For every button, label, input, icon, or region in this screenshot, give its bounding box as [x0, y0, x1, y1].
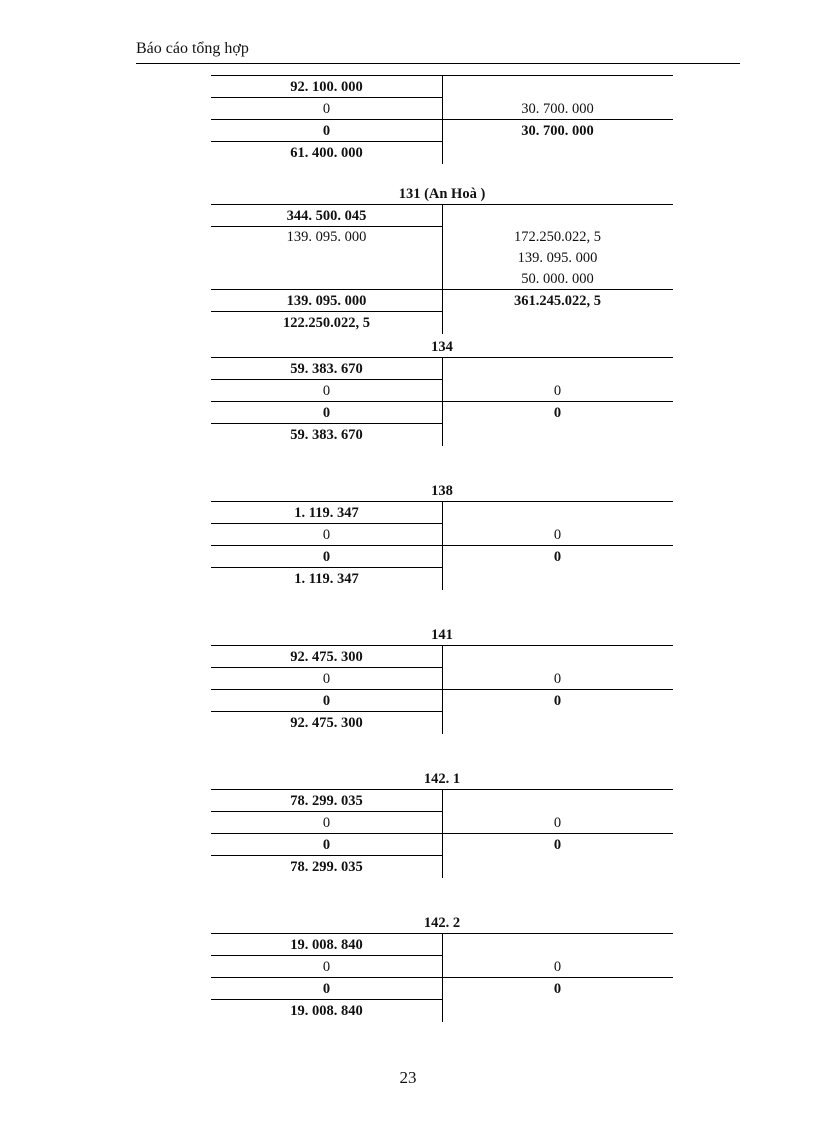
credit-entry: 0: [553, 527, 562, 543]
total-debit: 0: [322, 693, 331, 709]
closing-balance: 1. 119. 347: [294, 571, 359, 587]
credit-entry: 172.250.022, 5: [514, 229, 601, 245]
account-title: 142. 1: [211, 767, 673, 790]
t-account-142-1: [211, 767, 673, 878]
total-debit: 139. 095. 000: [286, 293, 367, 309]
total-debit: 0: [322, 549, 331, 565]
page-number: 23: [399, 1068, 417, 1087]
account-title: 138: [211, 479, 673, 502]
total-credit: 0: [553, 837, 562, 853]
opening-balance: 344. 500. 045: [286, 208, 367, 224]
closing-balance: 61. 400. 000: [290, 145, 363, 161]
opening-balance: 19. 008. 840: [290, 937, 363, 953]
credit-entry: 0: [553, 959, 562, 975]
debit-entry: 0: [322, 959, 331, 975]
total-debit: 0: [322, 123, 331, 139]
debit-entry: 0: [322, 671, 331, 687]
t-account-continued: [211, 75, 673, 164]
closing-balance: 122.250.022, 5: [283, 315, 370, 331]
account-title: 134: [211, 335, 673, 358]
account-title: 142. 2: [211, 911, 673, 934]
total-debit: 0: [322, 837, 331, 853]
credit-entry: 0: [553, 815, 562, 831]
opening-balance: 92. 100. 000: [290, 79, 363, 95]
t-account-142-2: [211, 911, 673, 1022]
account-title: 131 (An Hoà ): [211, 182, 673, 205]
credit-entry: 50. 000. 000: [521, 271, 594, 287]
t-account-131: [211, 182, 673, 334]
opening-balance: 78. 299. 035: [290, 793, 363, 809]
opening-balance: 59. 383. 670: [290, 361, 363, 377]
total-credit: 0: [553, 549, 562, 565]
opening-balance: 92. 475. 300: [290, 649, 363, 665]
total-credit: 361.245.022, 5: [514, 293, 601, 309]
total-debit: 0: [322, 981, 331, 997]
account-title: 141: [211, 623, 673, 646]
closing-balance: 92. 475. 300: [290, 715, 363, 731]
total-credit: 0: [553, 405, 562, 421]
credit-entry: 30. 700. 000: [521, 101, 594, 117]
total-debit: 0: [322, 405, 331, 421]
credit-entry: 0: [553, 383, 562, 399]
debit-entry: 0: [322, 527, 331, 543]
total-credit: 0: [553, 981, 562, 997]
credit-entry: 0: [553, 671, 562, 687]
debit-entry: 139. 095. 000: [286, 229, 367, 245]
t-account-138: [211, 479, 673, 590]
t-account-134: [211, 335, 673, 446]
report-title: Báo cáo tổng hợp: [136, 40, 249, 57]
total-credit: 30. 700. 000: [521, 123, 594, 139]
header-divider: [136, 63, 740, 64]
opening-balance: 1. 119. 347: [294, 505, 359, 521]
closing-balance: 78. 299. 035: [290, 859, 363, 875]
total-credit: 0: [553, 693, 562, 709]
credit-entry: 139. 095. 000: [517, 250, 598, 266]
closing-balance: 59. 383. 670: [290, 427, 363, 443]
closing-balance: 19. 008. 840: [290, 1003, 363, 1019]
t-account-141: [211, 623, 673, 734]
debit-entry: 0: [322, 815, 331, 831]
debit-entry: 0: [322, 383, 331, 399]
debit-entry: 0: [322, 101, 331, 117]
